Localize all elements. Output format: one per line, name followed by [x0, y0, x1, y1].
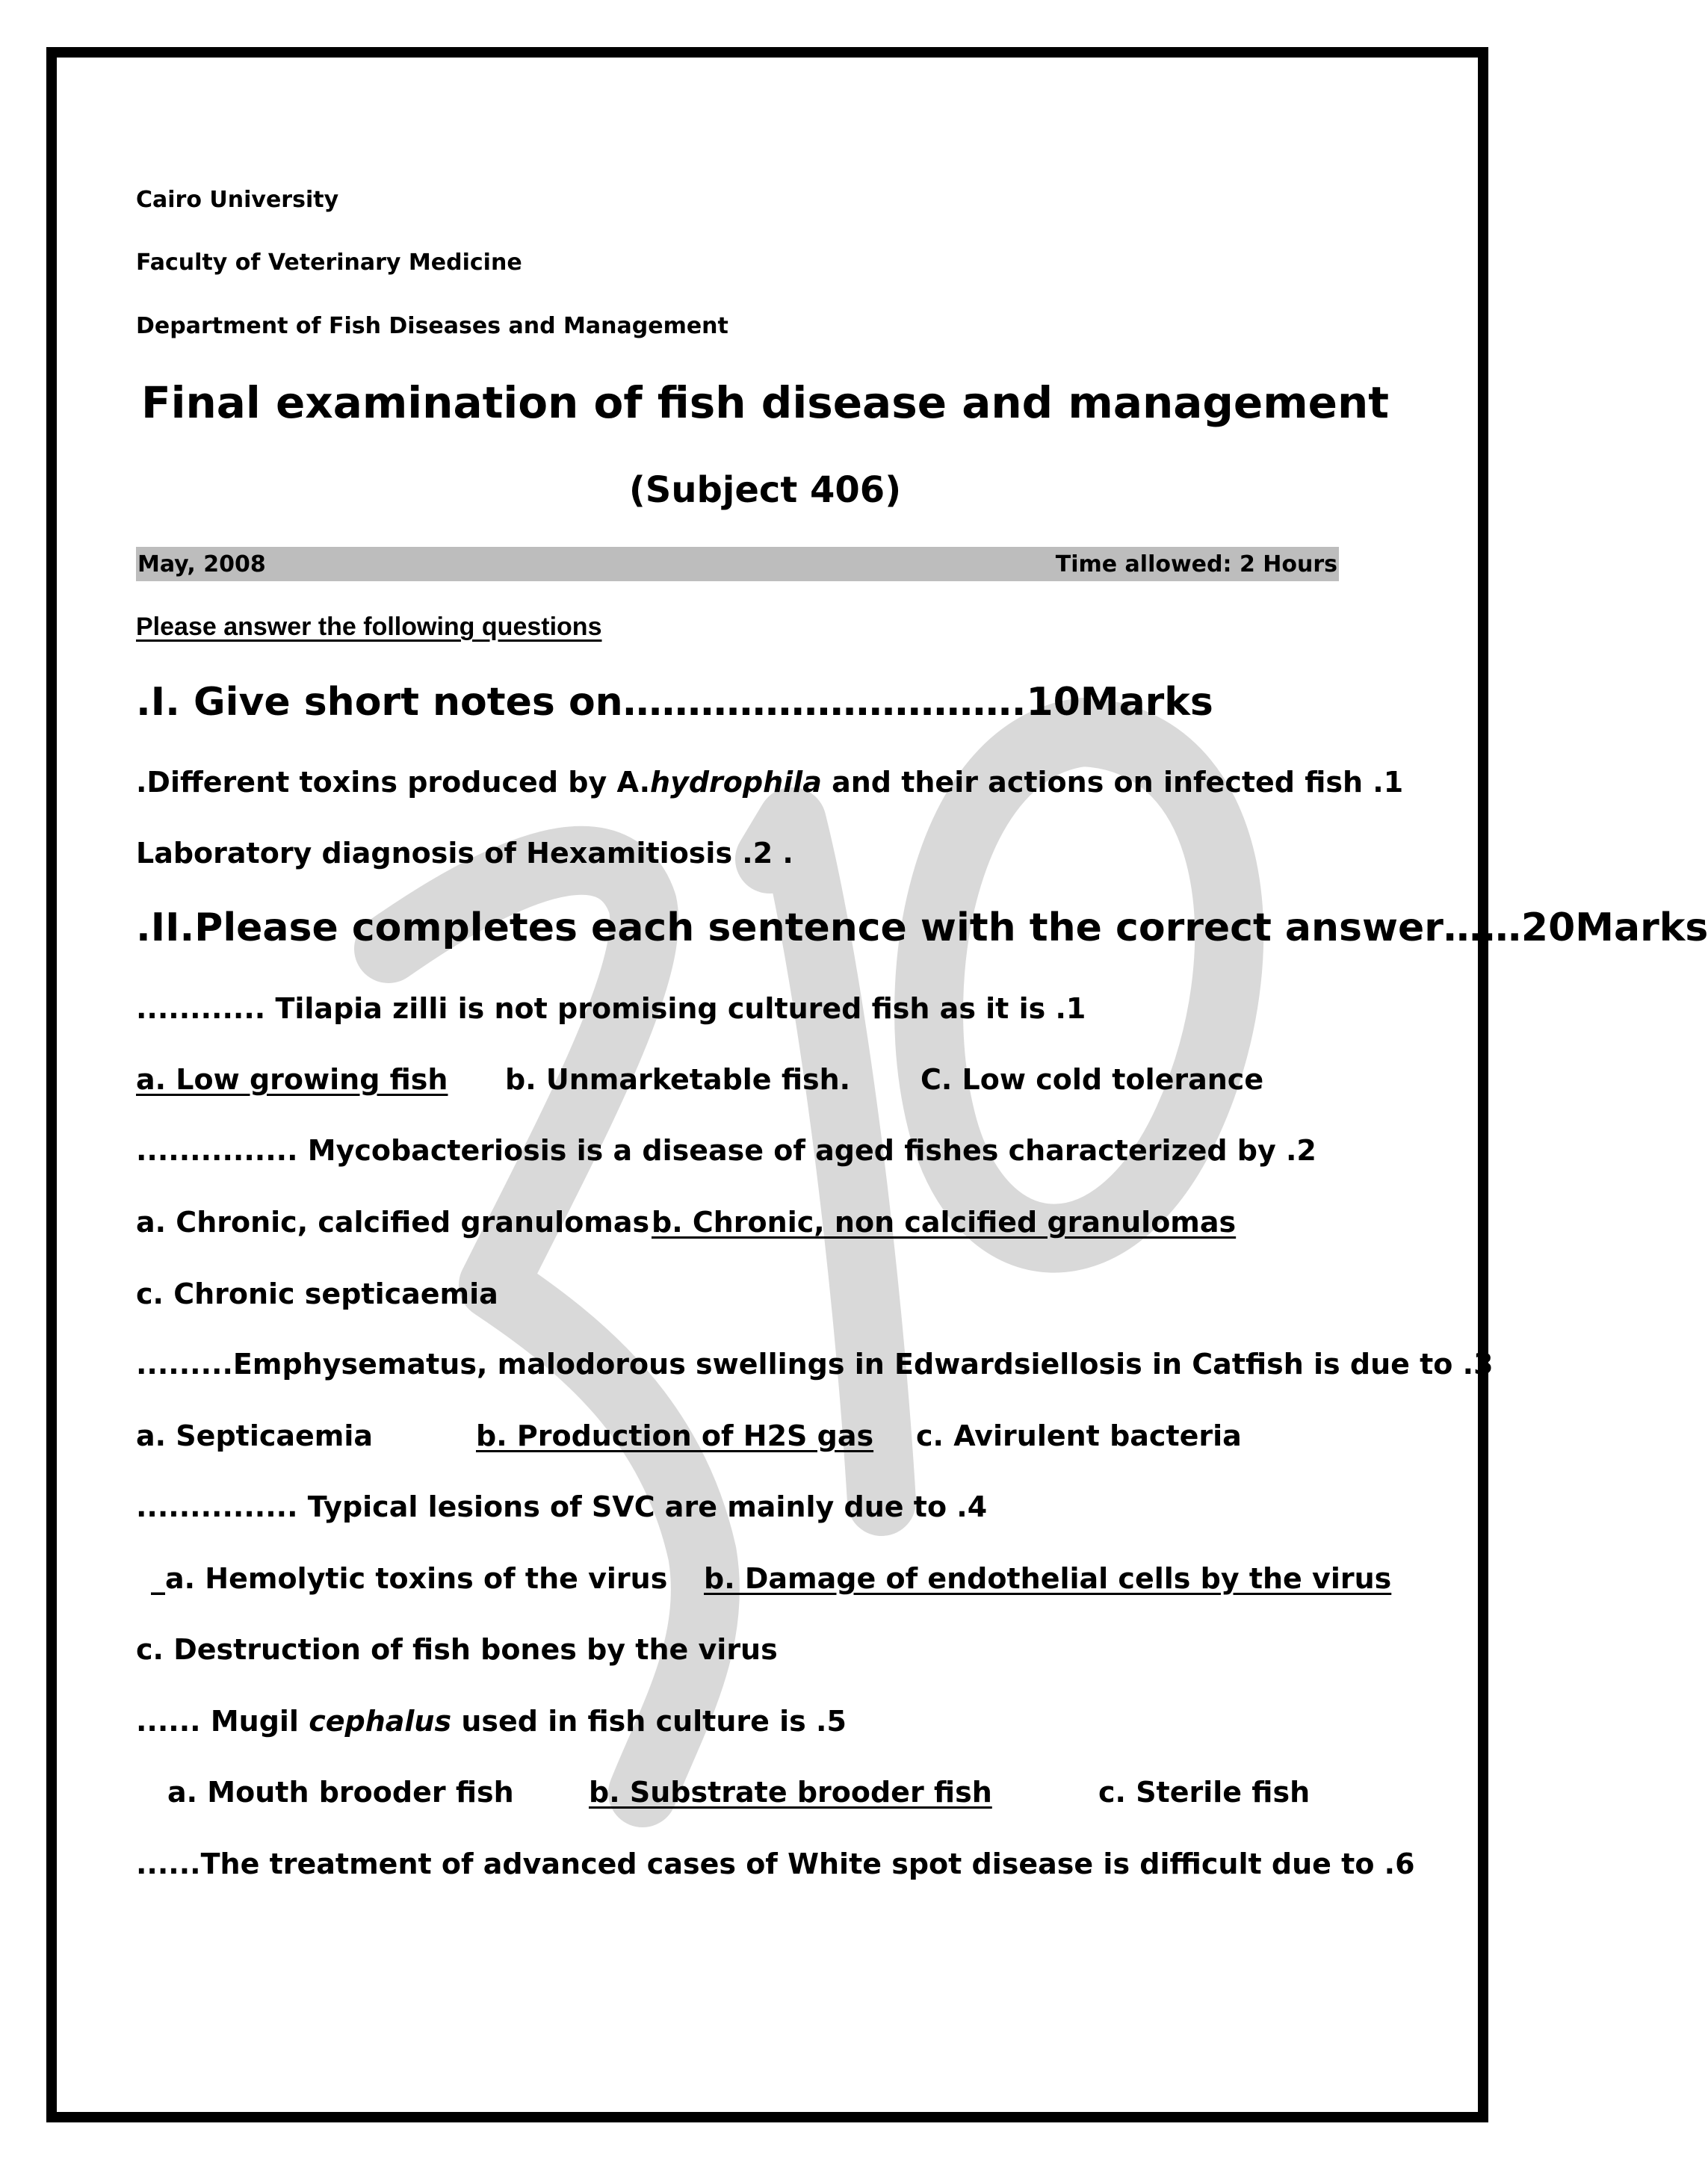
university-name: Cairo University: [136, 187, 339, 213]
question-text: ...... Mugil: [136, 1705, 309, 1738]
faculty-name: Faculty of Veterinary Medicine: [136, 250, 522, 276]
exam-date: May, 2008: [137, 551, 266, 577]
section1-question-2: Laboratory diagnosis of Hexamitiosis .2 .: [136, 837, 793, 870]
question-3: .........Emphysematus, malodorous swellings in Edwardsiellosis in Catfish is due to .3: [136, 1348, 1494, 1381]
question-4-option-a: [151, 1562, 667, 1595]
question-1: ............ Tilapia zilli is not promising cultured fish as it is .1: [136, 992, 1086, 1025]
question-2: ............... Mycobacteriosis is a disease of aged fishes characterized by .2: [136, 1134, 1316, 1167]
question-3-option-c: c. Avirulent bacteria: [916, 1419, 1242, 1452]
section1-heading: .I. Give short notes on………………………….10Marks: [136, 680, 1213, 725]
question-1-option-c: C. Low cold tolerance: [920, 1063, 1264, 1096]
time-allowed: Time allowed: 2 Hours: [1055, 551, 1337, 577]
question-5-option-a: a. Mouth brooder fish: [167, 1776, 514, 1809]
question-4: ............... Typical lesions of SVC are mainly due to .4: [136, 1490, 988, 1523]
stray-dash: _: [151, 1562, 165, 1595]
section1-question-1: [136, 766, 1403, 799]
option-text: a. Hemolytic toxins of the virus: [165, 1562, 668, 1595]
question-6: ......The treatment of advanced cases of White spot disease is difficult due to .6: [136, 1847, 1415, 1880]
section2-heading: .II.Please completes each sentence with the correct answer……20Marks: [136, 905, 1708, 950]
question-text: and their actions on infected fish .1: [821, 766, 1404, 799]
question-5: [136, 1705, 847, 1738]
question-text: .Different toxins produced by A.: [136, 766, 651, 799]
exam-info-band: [136, 547, 1339, 581]
question-2-option-a: a. Chronic, calcified granulomas: [136, 1206, 650, 1239]
question-text: used in fish culture is .5: [451, 1705, 847, 1738]
question-italic: hydrophila: [650, 766, 822, 799]
question-5-option-b: b. Substrate brooder fish: [589, 1776, 992, 1809]
question-2-option-c: c. Chronic septicaemia: [136, 1277, 498, 1310]
question-1-option-b: b. Unmarketable fish.: [505, 1063, 851, 1096]
exam-title: Final examination of fish disease and management: [140, 377, 1390, 428]
question-2-option-b: b. Chronic, non calcified granulomas: [652, 1206, 1237, 1239]
instructions: Please answer the following questions: [136, 613, 602, 641]
question-4-option-c: c. Destruction of fish bones by the virus: [136, 1633, 778, 1666]
subject-code: (Subject 406): [628, 469, 902, 511]
question-3-option-a: a. Septicaemia: [136, 1419, 374, 1452]
question-italic: cephalus: [309, 1705, 452, 1738]
department-name: Department of Fish Diseases and Management: [136, 313, 728, 339]
question-5-option-c: c. Sterile fish: [1098, 1776, 1311, 1809]
question-4-option-b: b. Damage of endothelial cells by the virus: [704, 1562, 1392, 1595]
question-3-option-b: b. Production of H2S gas: [476, 1419, 874, 1452]
question-1-option-a: a. Low growing fish: [136, 1063, 448, 1096]
